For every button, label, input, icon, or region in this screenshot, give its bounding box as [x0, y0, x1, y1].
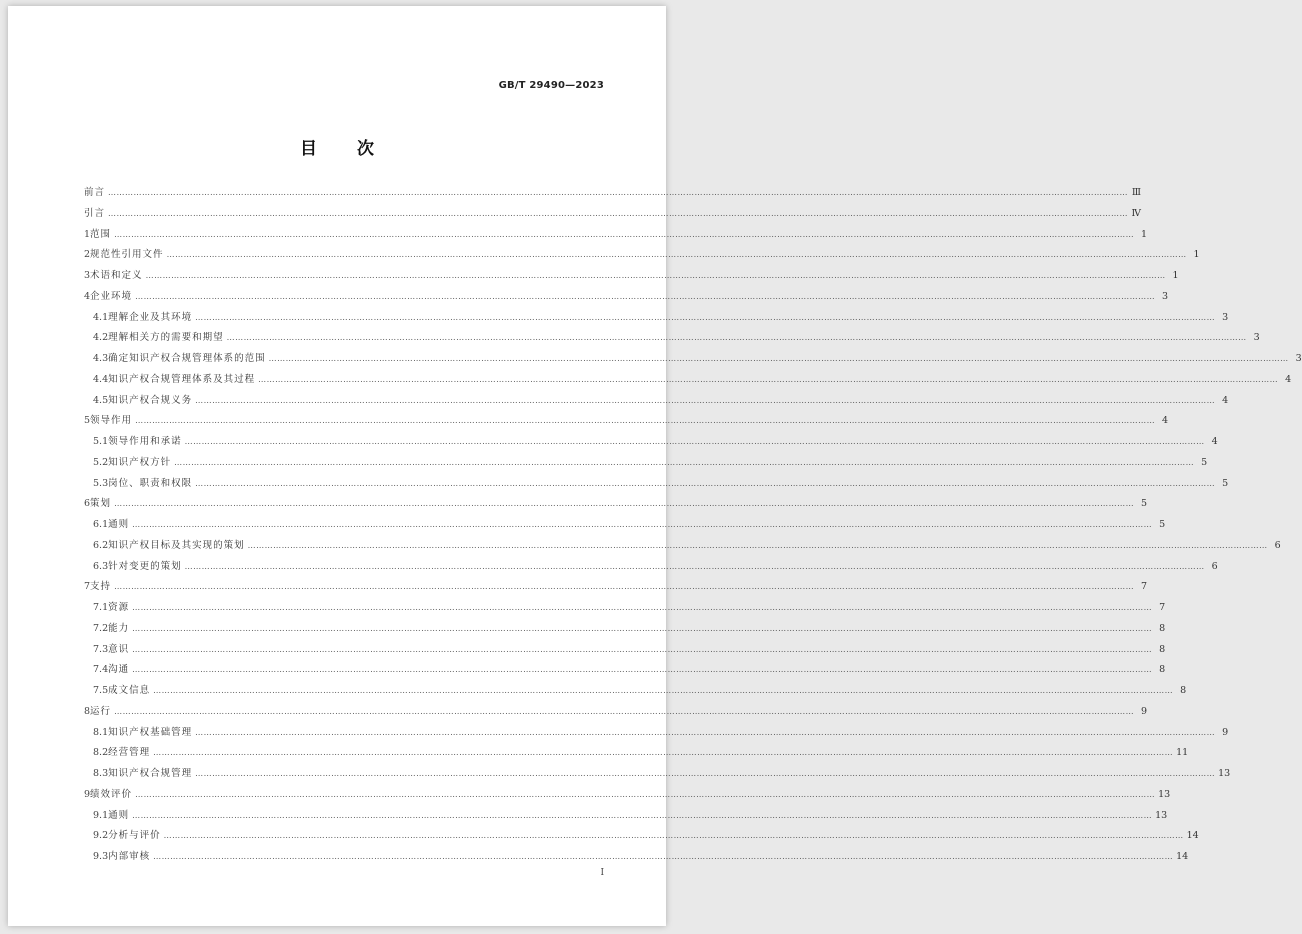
toc-leader-dots: ……………………………………………………………………………………………………………………………………………………………………………………………………………………………………………………………………………………………………………………………… [166, 250, 1187, 260]
toc-entry-label: 成文信息 [108, 685, 151, 696]
toc-entry-number: 4.3 [93, 353, 109, 364]
toc-entry[interactable] [84, 537, 1281, 558]
toc-entry-label: 资源 [108, 602, 130, 613]
toc-entry-number: 6.3 [93, 560, 109, 572]
toc-entry-number: 4.2 [93, 332, 109, 344]
toc-entry[interactable] [84, 786, 1171, 807]
toc-leader-dots: ……………………………………………………………………………………………………………………………………………………………………………………………………………………………………………………………………………………………………………………………… [132, 603, 1153, 612]
toc-leader-dots: ……………………………………………………………………………………………………………………………………………………………………………………………………………………………………………………………………………………………………………………………… [135, 416, 1156, 426]
toc-leader-dots: ……………………………………………………………………………………………………………………………………………………………………………………………………………………………………………………………………………………………………………………………… [132, 644, 1153, 654]
toc-entry-label: 知识产权基础管理 [108, 726, 193, 738]
toc-entry-page: 13 [1158, 788, 1171, 800]
toc-leader-dots: ……………………………………………………………………………………………………………………………………………………………………………………………………………………………………………………………………………………………………………………………… [195, 312, 1216, 322]
toc-leader-dots: ……………………………………………………………………………………………………………………………………………………………………………………………………………………………………………………………………………………………………………………………… [174, 457, 1195, 467]
toc-entry[interactable] [84, 205, 1142, 226]
toc-entry-number: 8.3 [93, 768, 109, 779]
toc-entry-page: 1 [1172, 270, 1179, 281]
toc-leader-dots: ……………………………………………………………………………………………………………………………………………………………………………………………………………………………………………………………………………………………………………………………… [132, 623, 1153, 633]
toc-entry-page: 14 [1186, 830, 1199, 842]
toc-entry-page: 3 [1162, 290, 1169, 302]
toc-entry-label: 理解相关方的需要和期望 [108, 332, 224, 344]
toc-entry-page: 13 [1155, 809, 1168, 821]
toc-entry-number: 7 [84, 581, 91, 593]
toc-entry-number: 2 [84, 249, 91, 261]
toc-leader-dots: ……………………………………………………………………………………………………………………………………………………………………………………………………………………………………………………………………………………………………………………………… [153, 852, 1174, 861]
toc-entry[interactable] [84, 641, 1166, 662]
toc-leader-dots: ……………………………………………………………………………………………………………………………………………………………………………………………………………………………………………………………………………………………………………………………… [163, 831, 1184, 841]
toc-leader-dots: ……………………………………………………………………………………………………………………………………………………………………………………………………………………………………………………………………………………………………………………………… [145, 271, 1166, 280]
toc-entry-label: 理解企业及其环境 [108, 311, 193, 323]
toc-leader-dots: ……………………………………………………………………………………………………………………………………………………………………………………………………………………………………………………………………………………………………………………………… [153, 686, 1174, 695]
toc-entry[interactable] [84, 516, 1166, 537]
toc-entry[interactable] [84, 246, 1200, 267]
toc-entry-number: 7.1 [93, 602, 109, 613]
toc-entry[interactable] [84, 475, 1229, 496]
toc-entry-label: 内部审核 [108, 851, 151, 862]
toc-entry-number: 8 [84, 705, 91, 717]
toc-entry[interactable] [84, 827, 1199, 848]
toc-entry[interactable] [84, 724, 1229, 745]
toc-entry-page: 7 [1159, 602, 1166, 613]
toc-entry[interactable] [84, 350, 1302, 371]
toc-entry[interactable] [84, 267, 1179, 288]
toc-leader-dots: ……………………………………………………………………………………………………………………………………………………………………………………………………………………………………………………………………………………………………………………………… [195, 395, 1216, 405]
toc-entry-label: 绩效评价 [90, 788, 133, 800]
toc-entry[interactable] [84, 371, 1292, 392]
toc-entry-label: 支持 [90, 581, 112, 593]
toc-entry-number: 4.5 [93, 394, 109, 406]
toc-entry-label: 引言 [84, 207, 106, 219]
page-title [8, 134, 666, 159]
toc-entry-page: 6 [1274, 539, 1281, 551]
toc-entry-number: 5.1 [93, 436, 109, 447]
toc-entry-number: 9.2 [93, 830, 109, 842]
toc-entry-page: 8 [1180, 685, 1187, 696]
toc-leader-dots: ……………………………………………………………………………………………………………………………………………………………………………………………………………………………………………………………………………………………………………………………… [108, 208, 1129, 218]
title-char-right: 次 [357, 139, 374, 159]
toc-entry-label: 通则 [108, 809, 130, 821]
toc-entry[interactable] [84, 578, 1148, 599]
toc-entry-page: 5 [1222, 477, 1229, 489]
toc-entry-number: 4.1 [93, 311, 109, 323]
toc-entry-label: 沟通 [108, 664, 130, 676]
toc-entry-page: 14 [1176, 851, 1189, 862]
toc-entry-number: 5.2 [93, 456, 109, 468]
table-of-contents [84, 184, 1302, 869]
toc-entry[interactable] [84, 599, 1166, 620]
toc-leader-dots: ……………………………………………………………………………………………………………………………………………………………………………………………………………………………………………………………………………………………………………………………… [195, 727, 1216, 737]
toc-entry[interactable] [84, 309, 1229, 330]
toc-leader-dots: ……………………………………………………………………………………………………………………………………………………………………………………………………………………………………………………………………………………………………………………………… [132, 810, 1153, 820]
toc-entry-label: 规范性引用文件 [90, 249, 164, 261]
toc-entry-number: 7.5 [93, 685, 109, 696]
toc-entry[interactable] [84, 412, 1169, 433]
toc-entry-page: 3 [1253, 332, 1260, 344]
toc-entry-label: 分析与评价 [108, 830, 161, 842]
toc-leader-dots: ……………………………………………………………………………………………………………………………………………………………………………………………………………………………………………………………………………………………………………………………… [132, 520, 1153, 529]
toc-entry[interactable] [84, 454, 1208, 475]
toc-entry-page: 4 [1285, 373, 1292, 385]
toc-entry-label: 领导作用 [90, 415, 133, 427]
toc-entry-page: 8 [1159, 622, 1166, 634]
toc-entry-label: 知识产权合规义务 [108, 394, 193, 406]
toc-entry-number: 3 [84, 270, 91, 281]
toc-entry-number: 8.2 [93, 747, 109, 759]
toc-entry-page: 5 [1141, 498, 1148, 510]
toc-leader-dots: ……………………………………………………………………………………………………………………………………………………………………………………………………………………………………………………………………………………………………………………………… [114, 499, 1135, 509]
toc-entry-number: 7.4 [93, 664, 109, 676]
toc-entry-page: 4 [1162, 415, 1169, 427]
toc-entry-page: 3 [1295, 353, 1302, 364]
toc-leader-dots: ……………………………………………………………………………………………………………………………………………………………………………………………………………………………………………………………………………………………………………………………… [268, 354, 1289, 363]
toc-leader-dots: ……………………………………………………………………………………………………………………………………………………………………………………………………………………………………………………………………………………………………………………………… [132, 665, 1153, 675]
toc-entry[interactable] [84, 807, 1168, 828]
toc-entry-page: 5 [1159, 519, 1166, 530]
toc-entry-page: 13 [1218, 768, 1231, 779]
toc-entry[interactable] [84, 848, 1189, 869]
toc-entry-page: 9 [1141, 705, 1148, 717]
toc-entry-label: 策划 [90, 498, 112, 510]
toc-entry-page: 1 [1141, 228, 1148, 240]
toc-entry[interactable] [84, 661, 1166, 682]
toc-entry-page: 4 [1211, 436, 1218, 447]
toc-entry-label: 知识产权合规管理 [108, 768, 193, 779]
toc-entry-label: 意识 [108, 643, 130, 655]
toc-leader-dots: ……………………………………………………………………………………………………………………………………………………………………………………………………………………………………………………………………………………………………………………………… [195, 478, 1216, 488]
standard-code: GB/T 29490—2023 [498, 80, 604, 91]
toc-entry-page: 3 [1222, 311, 1229, 323]
toc-entry-label: 岗位、职责和权限 [108, 477, 193, 489]
toc-entry[interactable] [84, 329, 1260, 350]
toc-entry[interactable] [84, 433, 1218, 454]
toc-leader-dots: ……………………………………………………………………………………………………………………………………………………………………………………………………………………………………………………………………………………………………………………………… [226, 333, 1247, 343]
toc-entry-number: 7.3 [93, 643, 109, 655]
toc-entry-page: 5 [1201, 456, 1208, 468]
toc-leader-dots: ……………………………………………………………………………………………………………………………………………………………………………………………………………………………………………………………………………………………………………………………… [184, 561, 1205, 571]
toc-entry-number: 4.4 [93, 373, 109, 385]
toc-entry-number: 9.1 [93, 809, 109, 821]
toc-leader-dots: ……………………………………………………………………………………………………………………………………………………………………………………………………………………………………………………………………………………………………………………………… [135, 789, 1156, 799]
toc-entry-number: 6.1 [93, 519, 109, 530]
toc-entry[interactable] [84, 226, 1148, 247]
toc-entry-label: 针对变更的策划 [108, 560, 182, 572]
toc-entry-label: 知识产权方针 [108, 456, 172, 468]
toc-entry-page: 6 [1211, 560, 1218, 572]
toc-entry[interactable] [84, 288, 1169, 309]
toc-entry-number: 5 [84, 415, 91, 427]
toc-entry-label: 企业环境 [90, 290, 133, 302]
toc-leader-dots: ……………………………………………………………………………………………………………………………………………………………………………………………………………………………………………………………………………………………………………………………… [184, 437, 1205, 446]
toc-entry-label: 确定知识产权合规管理体系的范围 [108, 353, 266, 364]
toc-entry[interactable] [84, 620, 1166, 641]
toc-entry-page: 9 [1222, 726, 1229, 738]
toc-entry[interactable] [84, 744, 1189, 765]
toc-entry-number: 8.1 [93, 726, 109, 738]
toc-entry-number: 6 [84, 498, 91, 510]
toc-entry-number: 7.2 [93, 622, 109, 634]
toc-entry-label: 能力 [108, 622, 130, 634]
toc-entry-label: 范围 [90, 228, 112, 240]
toc-entry-label: 经营管理 [108, 747, 151, 759]
toc-leader-dots: ……………………………………………………………………………………………………………………………………………………………………………………………………………………………………………………………………………………………………………………………… [135, 291, 1156, 301]
toc-leader-dots: ……………………………………………………………………………………………………………………………………………………………………………………………………………………………………………………………………………………………………………………………… [195, 769, 1216, 778]
toc-entry-number: 1 [84, 228, 91, 240]
toc-entry-label: 知识产权合规管理体系及其过程 [108, 373, 256, 385]
toc-leader-dots: ……………………………………………………………………………………………………………………………………………………………………………………………………………………………………………………………………………………………………………………………… [247, 540, 1268, 550]
toc-entry-label: 知识产权目标及其实现的策划 [108, 539, 245, 551]
toc-entry[interactable] [84, 392, 1229, 413]
toc-entry-number: 6.2 [93, 539, 109, 551]
page-number: I [600, 868, 604, 878]
toc-entry-page: Ⅲ [1131, 187, 1142, 198]
document-page [8, 6, 1302, 926]
toc-entry-page: 8 [1159, 643, 1166, 655]
toc-leader-dots: ……………………………………………………………………………………………………………………………………………………………………………………………………………………………………………………………………………………………………………………………… [114, 582, 1135, 592]
toc-entry-page: 8 [1159, 664, 1166, 676]
toc-entry[interactable] [84, 495, 1148, 516]
toc-entry-label: 术语和定义 [90, 270, 143, 281]
toc-entry[interactable] [84, 682, 1187, 703]
toc-entry-label: 运行 [90, 705, 112, 717]
toc-entry-label: 前言 [84, 187, 106, 198]
toc-leader-dots: ……………………………………………………………………………………………………………………………………………………………………………………………………………………………………………………………………………………………………………………………… [153, 748, 1174, 758]
toc-entry-label: 通则 [108, 519, 130, 530]
toc-entry[interactable] [84, 184, 1142, 205]
toc-entry-page: 1 [1193, 249, 1200, 261]
toc-leader-dots: ……………………………………………………………………………………………………………………………………………………………………………………………………………………………………………………………………………………………………………………………… [114, 706, 1135, 716]
toc-leader-dots: ……………………………………………………………………………………………………………………………………………………………………………………………………………………………………………………………………………………………………………………………… [108, 188, 1129, 197]
toc-entry-number: 5.3 [93, 477, 109, 489]
toc-entry-label: 领导作用和承诺 [108, 436, 182, 447]
toc-entry-number: 9 [84, 788, 91, 800]
toc-entry-page: 4 [1222, 394, 1229, 406]
toc-entry-page: Ⅳ [1131, 207, 1142, 219]
toc-entry-number: 4 [84, 290, 91, 302]
toc-entry-page: 7 [1141, 581, 1148, 593]
toc-entry[interactable] [84, 703, 1148, 724]
title-char-left: 目 [300, 139, 317, 159]
toc-leader-dots: ……………………………………………………………………………………………………………………………………………………………………………………………………………………………………………………………………………………………………………………………… [258, 374, 1279, 384]
toc-entry-number: 9.3 [93, 851, 109, 862]
toc-entry[interactable] [84, 765, 1231, 786]
toc-entry-page: 11 [1176, 747, 1189, 759]
toc-entry[interactable] [84, 558, 1218, 579]
toc-leader-dots: ……………………………………………………………………………………………………………………………………………………………………………………………………………………………………………………………………………………………………………………………… [114, 229, 1135, 239]
